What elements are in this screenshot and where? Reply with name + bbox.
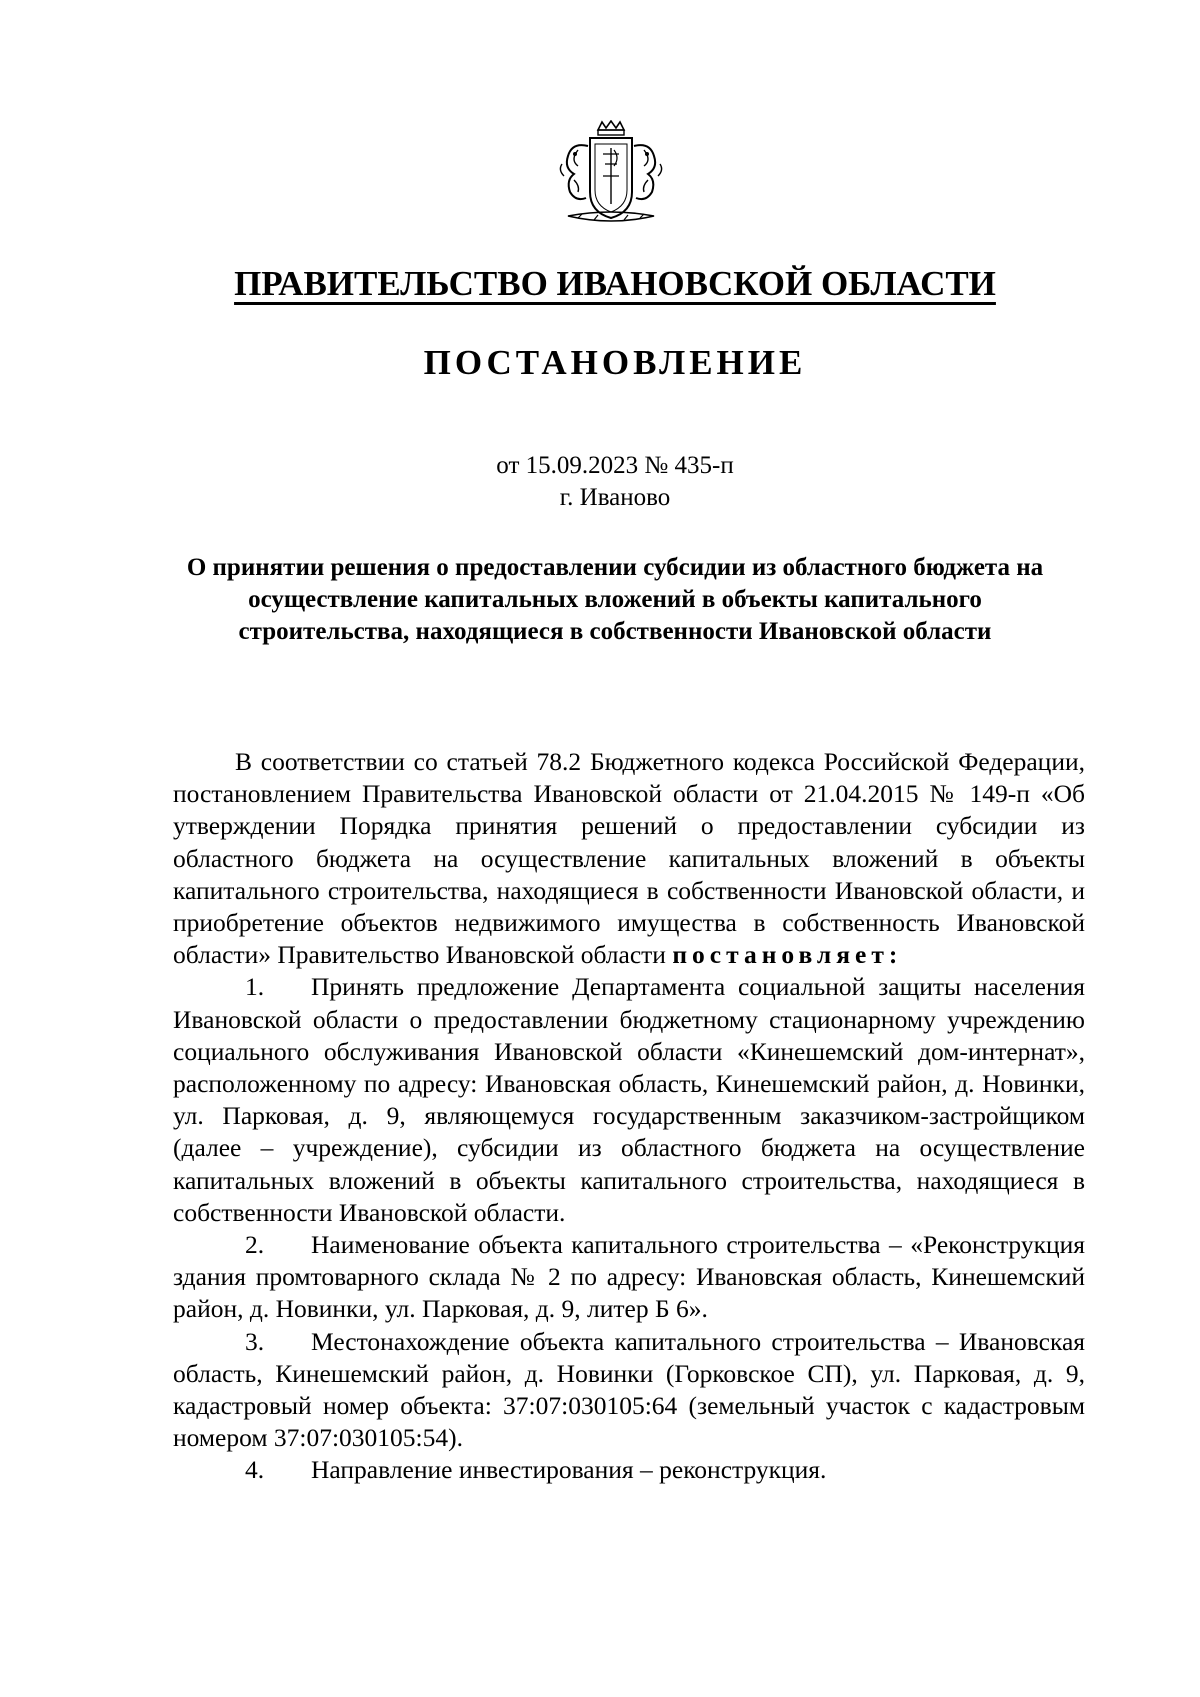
document-date-number: от 15.09.2023 № 435-п	[496, 452, 734, 479]
preamble-paragraph	[173, 746, 1085, 971]
item-number: 1.	[245, 972, 265, 1002]
document-subject: О принятии решения о предоставлении субсидии из областного бюджета на осуществление капитальных вложений в объекты капитального строительства, находящиеся в собственности Ивановской области	[186, 554, 1044, 645]
item-text: Направление инвестирования – реконструкция.	[311, 1455, 827, 1485]
item-number: 2.	[245, 1230, 265, 1260]
document-type-heading: ПОСТАНОВЛЕНИЕ	[423, 343, 807, 382]
item-number: 4.	[245, 1455, 265, 1485]
preamble-text: В соответствии со статьей 78.2 Бюджетного кодекса Российской Федерации, постановлением Правительства Ивановской области от 21.04.2015 № 149-п «Об утверждении Порядка принятия решений о предоставлении субсидии из областного бюджета на осуществление капитальных вложений в объекты капитального строительства, находящиеся в собственности Ивановской области, и приобретение объектов недвижимого имущества в собственность Ивановской области» Правительство Ивановской области	[173, 747, 1085, 970]
document-body	[173, 746, 1085, 1487]
organization-title: ПРАВИТЕЛЬСТВО ИВАНОВСКОЙ ОБЛАСТИ	[234, 264, 996, 303]
list-item	[173, 971, 1085, 1229]
list-item	[173, 1326, 1085, 1455]
resolves-keyword: постановляет:	[672, 940, 903, 970]
list-item	[173, 1454, 1085, 1486]
item-number: 3.	[245, 1326, 265, 1356]
document-meta	[0, 450, 1200, 514]
ivanovo-coat-of-arms-icon	[548, 120, 674, 232]
list-item	[173, 1229, 1085, 1326]
document-city: г. Иваново	[559, 484, 671, 511]
item-text: Принять предложение Департамента социальной защиты населения Ивановской области о предоставлении бюджетному стационарному учреждению социального обслуживания Ивановской области «Кинешемский дом-интернат», расположенному по адресу: Ивановская область, Кинешемский район, д. Новинки, ул. Парковая, д. 9, являющемуся государственным заказчиком-застройщиком (далее – учреждение), субсидии из областного бюджета на осуществление капитальных вложений в объекты капитального строительства, находящиеся в собственности Ивановской области.	[173, 972, 1085, 1227]
item-text: Наименование объекта капитального строительства – «Реконструкция здания промтоварного склада № 2 по адресу: Ивановская область, Кинешемский район, д. Новинки, ул. Парковая, д. 9, литер Б 6».	[173, 1230, 1085, 1324]
item-text: Местонахождение объекта капитального строительства – Ивановская область, Кинешемский район, д. Новинки (Горковское СП), ул. Парковая, д. 9, кадастровый номер объекта: 37:07:030105:64 (земельный участок с кадастровым номером 37:07:030105:54).	[173, 1326, 1085, 1453]
